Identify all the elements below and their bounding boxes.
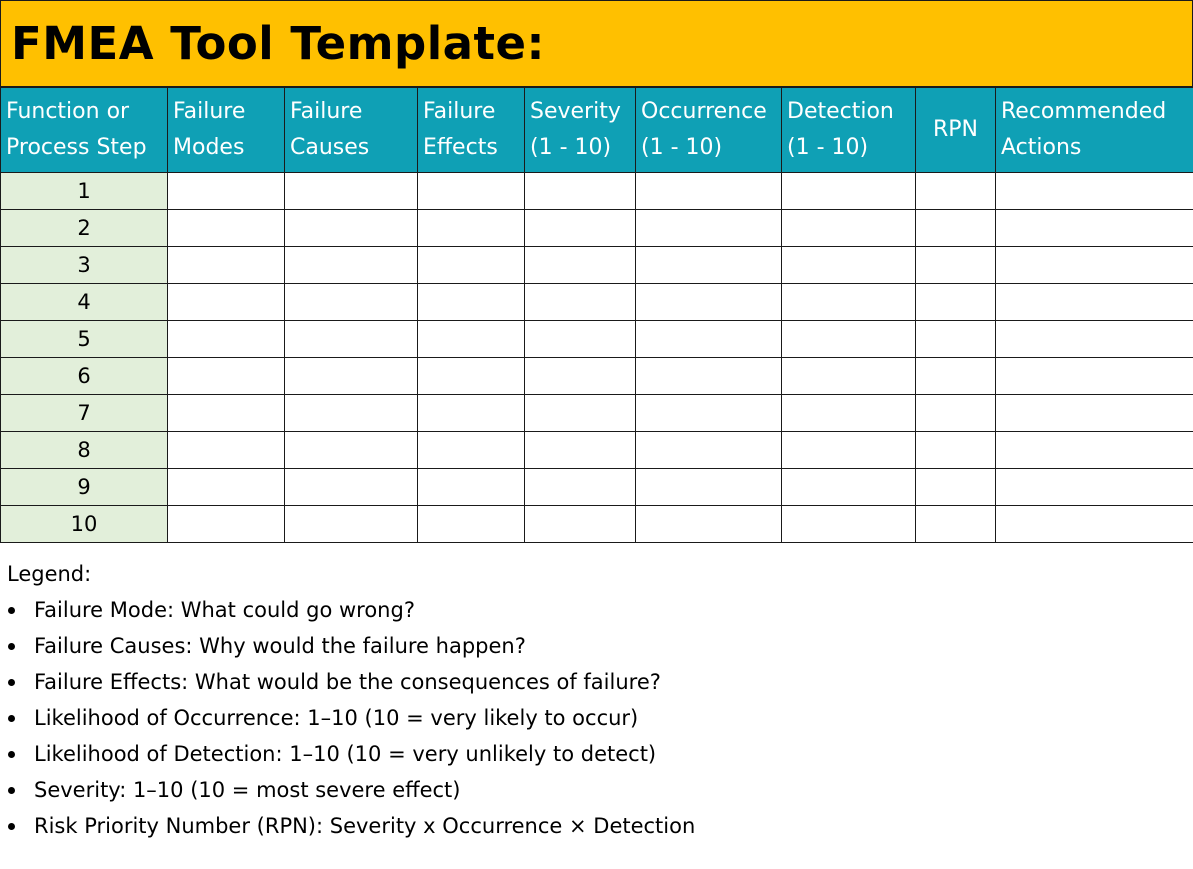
cell-failure-causes[interactable] [285, 395, 418, 432]
cell-severity[interactable] [525, 506, 636, 543]
table-row [1, 395, 1193, 432]
cell-occurrence[interactable] [636, 432, 782, 469]
row-step-number: 9 [1, 469, 168, 506]
legend-item [0, 592, 1193, 628]
cell-severity[interactable] [525, 173, 636, 210]
cell-recommended-actions[interactable] [996, 210, 1193, 247]
cell-detection[interactable] [782, 247, 916, 284]
header-rpn: RPN [916, 88, 996, 173]
cell-failure-causes[interactable] [285, 321, 418, 358]
table-body [1, 173, 1193, 543]
cell-occurrence[interactable] [636, 395, 782, 432]
table-row [1, 284, 1193, 321]
cell-recommended-actions[interactable] [996, 469, 1193, 506]
cell-rpn[interactable] [916, 395, 996, 432]
cell-failure-effects[interactable] [418, 210, 525, 247]
cell-rpn[interactable] [916, 210, 996, 247]
header-failure-effects: Failure Effects [418, 88, 525, 173]
cell-occurrence[interactable] [636, 173, 782, 210]
cell-failure-causes[interactable] [285, 247, 418, 284]
table-row [1, 358, 1193, 395]
header-function-step: Function or Process Step [1, 88, 168, 173]
bullet-icon [8, 823, 15, 830]
cell-failure-causes[interactable] [285, 173, 418, 210]
table-row [1, 321, 1193, 358]
row-step-number: 6 [1, 358, 168, 395]
legend-item-text: Failure Effects: What would be the consequences of failure? [34, 670, 661, 694]
cell-recommended-actions[interactable] [996, 358, 1193, 395]
bullet-icon [8, 787, 15, 794]
cell-recommended-actions[interactable] [996, 432, 1193, 469]
table-row [1, 506, 1193, 543]
bullet-icon [8, 643, 15, 650]
bullet-icon [8, 679, 15, 686]
cell-occurrence[interactable] [636, 284, 782, 321]
header-row [1, 88, 1193, 173]
cell-severity[interactable] [525, 358, 636, 395]
cell-occurrence[interactable] [636, 358, 782, 395]
cell-failure-modes[interactable] [168, 432, 285, 469]
cell-failure-modes[interactable] [168, 284, 285, 321]
cell-failure-modes[interactable] [168, 173, 285, 210]
legend-title: Legend: [7, 562, 92, 586]
row-step-number: 3 [1, 247, 168, 284]
cell-occurrence[interactable] [636, 321, 782, 358]
cell-recommended-actions[interactable] [996, 395, 1193, 432]
cell-failure-effects[interactable] [418, 284, 525, 321]
cell-severity[interactable] [525, 432, 636, 469]
table-row [1, 432, 1193, 469]
row-step-number: 10 [1, 506, 168, 543]
cell-detection[interactable] [782, 469, 916, 506]
fmea-table [0, 87, 1193, 543]
row-step-number: 1 [1, 173, 168, 210]
cell-severity[interactable] [525, 210, 636, 247]
cell-detection[interactable] [782, 432, 916, 469]
legend-list [0, 592, 1193, 844]
cell-failure-effects[interactable] [418, 321, 525, 358]
cell-failure-modes[interactable] [168, 210, 285, 247]
cell-rpn[interactable] [916, 358, 996, 395]
cell-recommended-actions[interactable] [996, 173, 1193, 210]
cell-failure-causes[interactable] [285, 284, 418, 321]
table-row [1, 173, 1193, 210]
cell-failure-causes[interactable] [285, 432, 418, 469]
cell-failure-effects[interactable] [418, 432, 525, 469]
cell-severity[interactable] [525, 321, 636, 358]
header-recommended-actions: Recommended Actions [996, 88, 1193, 173]
header-detection: Detection (1 - 10) [782, 88, 916, 173]
cell-detection[interactable] [782, 173, 916, 210]
cell-failure-effects[interactable] [418, 358, 525, 395]
bullet-icon [8, 751, 15, 758]
table-row [1, 247, 1193, 284]
cell-detection[interactable] [782, 358, 916, 395]
bullet-icon [8, 715, 15, 722]
header-failure-causes: Failure Causes [285, 88, 418, 173]
table-row [1, 210, 1193, 247]
legend-item-text: Likelihood of Occurrence: 1–10 (10 = very likely to occur) [34, 706, 639, 730]
cell-recommended-actions[interactable] [996, 321, 1193, 358]
cell-failure-effects[interactable] [418, 506, 525, 543]
cell-detection[interactable] [782, 506, 916, 543]
cell-failure-modes[interactable] [168, 395, 285, 432]
cell-detection[interactable] [782, 210, 916, 247]
bullet-icon [8, 607, 15, 614]
header-occurrence: Occurrence (1 - 10) [636, 88, 782, 173]
cell-detection[interactable] [782, 395, 916, 432]
cell-failure-causes[interactable] [285, 210, 418, 247]
cell-rpn[interactable] [916, 506, 996, 543]
row-step-number: 5 [1, 321, 168, 358]
cell-failure-modes[interactable] [168, 506, 285, 543]
cell-rpn[interactable] [916, 469, 996, 506]
legend-item-text: Likelihood of Detection: 1–10 (10 = very unlikely to detect) [34, 742, 657, 766]
legend-item-text: Risk Priority Number (RPN): Severity x Occurrence × Detection [34, 814, 696, 838]
cell-occurrence[interactable] [636, 469, 782, 506]
cell-occurrence[interactable] [636, 247, 782, 284]
legend-item-text: Failure Causes: Why would the failure happen? [34, 634, 526, 658]
header-failure-modes: Failure Modes [168, 88, 285, 173]
cell-occurrence[interactable] [636, 210, 782, 247]
legend-item [0, 628, 1193, 664]
cell-severity[interactable] [525, 284, 636, 321]
legend-item-text: Severity: 1–10 (10 = most severe effect) [34, 778, 461, 802]
legend-item-text: Failure Mode: What could go wrong? [34, 598, 415, 622]
cell-rpn[interactable] [916, 432, 996, 469]
legend-item [0, 736, 1193, 772]
legend [0, 556, 1193, 844]
cell-rpn[interactable] [916, 173, 996, 210]
cell-failure-effects[interactable] [418, 247, 525, 284]
cell-occurrence[interactable] [636, 506, 782, 543]
cell-rpn[interactable] [916, 284, 996, 321]
legend-item [0, 664, 1193, 700]
cell-severity[interactable] [525, 247, 636, 284]
row-step-number: 2 [1, 210, 168, 247]
cell-severity[interactable] [525, 469, 636, 506]
cell-failure-causes[interactable] [285, 469, 418, 506]
cell-failure-modes[interactable] [168, 469, 285, 506]
row-step-number: 4 [1, 284, 168, 321]
cell-recommended-actions[interactable] [996, 284, 1193, 321]
cell-recommended-actions[interactable] [996, 247, 1193, 284]
title-banner [0, 0, 1193, 87]
page-title: FMEA Tool Template: [11, 17, 546, 70]
legend-item [0, 700, 1193, 736]
cell-failure-modes[interactable] [168, 247, 285, 284]
cell-detection[interactable] [782, 284, 916, 321]
header-severity: Severity (1 - 10) [525, 88, 636, 173]
cell-failure-causes[interactable] [285, 358, 418, 395]
cell-detection[interactable] [782, 321, 916, 358]
legend-item [0, 808, 1193, 844]
cell-rpn[interactable] [916, 247, 996, 284]
cell-failure-modes[interactable] [168, 321, 285, 358]
cell-failure-causes[interactable] [285, 506, 418, 543]
cell-failure-effects[interactable] [418, 173, 525, 210]
table-row [1, 469, 1193, 506]
cell-severity[interactable] [525, 395, 636, 432]
cell-failure-effects[interactable] [418, 395, 525, 432]
cell-failure-effects[interactable] [418, 469, 525, 506]
cell-rpn[interactable] [916, 321, 996, 358]
row-step-number: 7 [1, 395, 168, 432]
cell-failure-modes[interactable] [168, 358, 285, 395]
legend-item [0, 772, 1193, 808]
row-step-number: 8 [1, 432, 168, 469]
cell-recommended-actions[interactable] [996, 506, 1193, 543]
